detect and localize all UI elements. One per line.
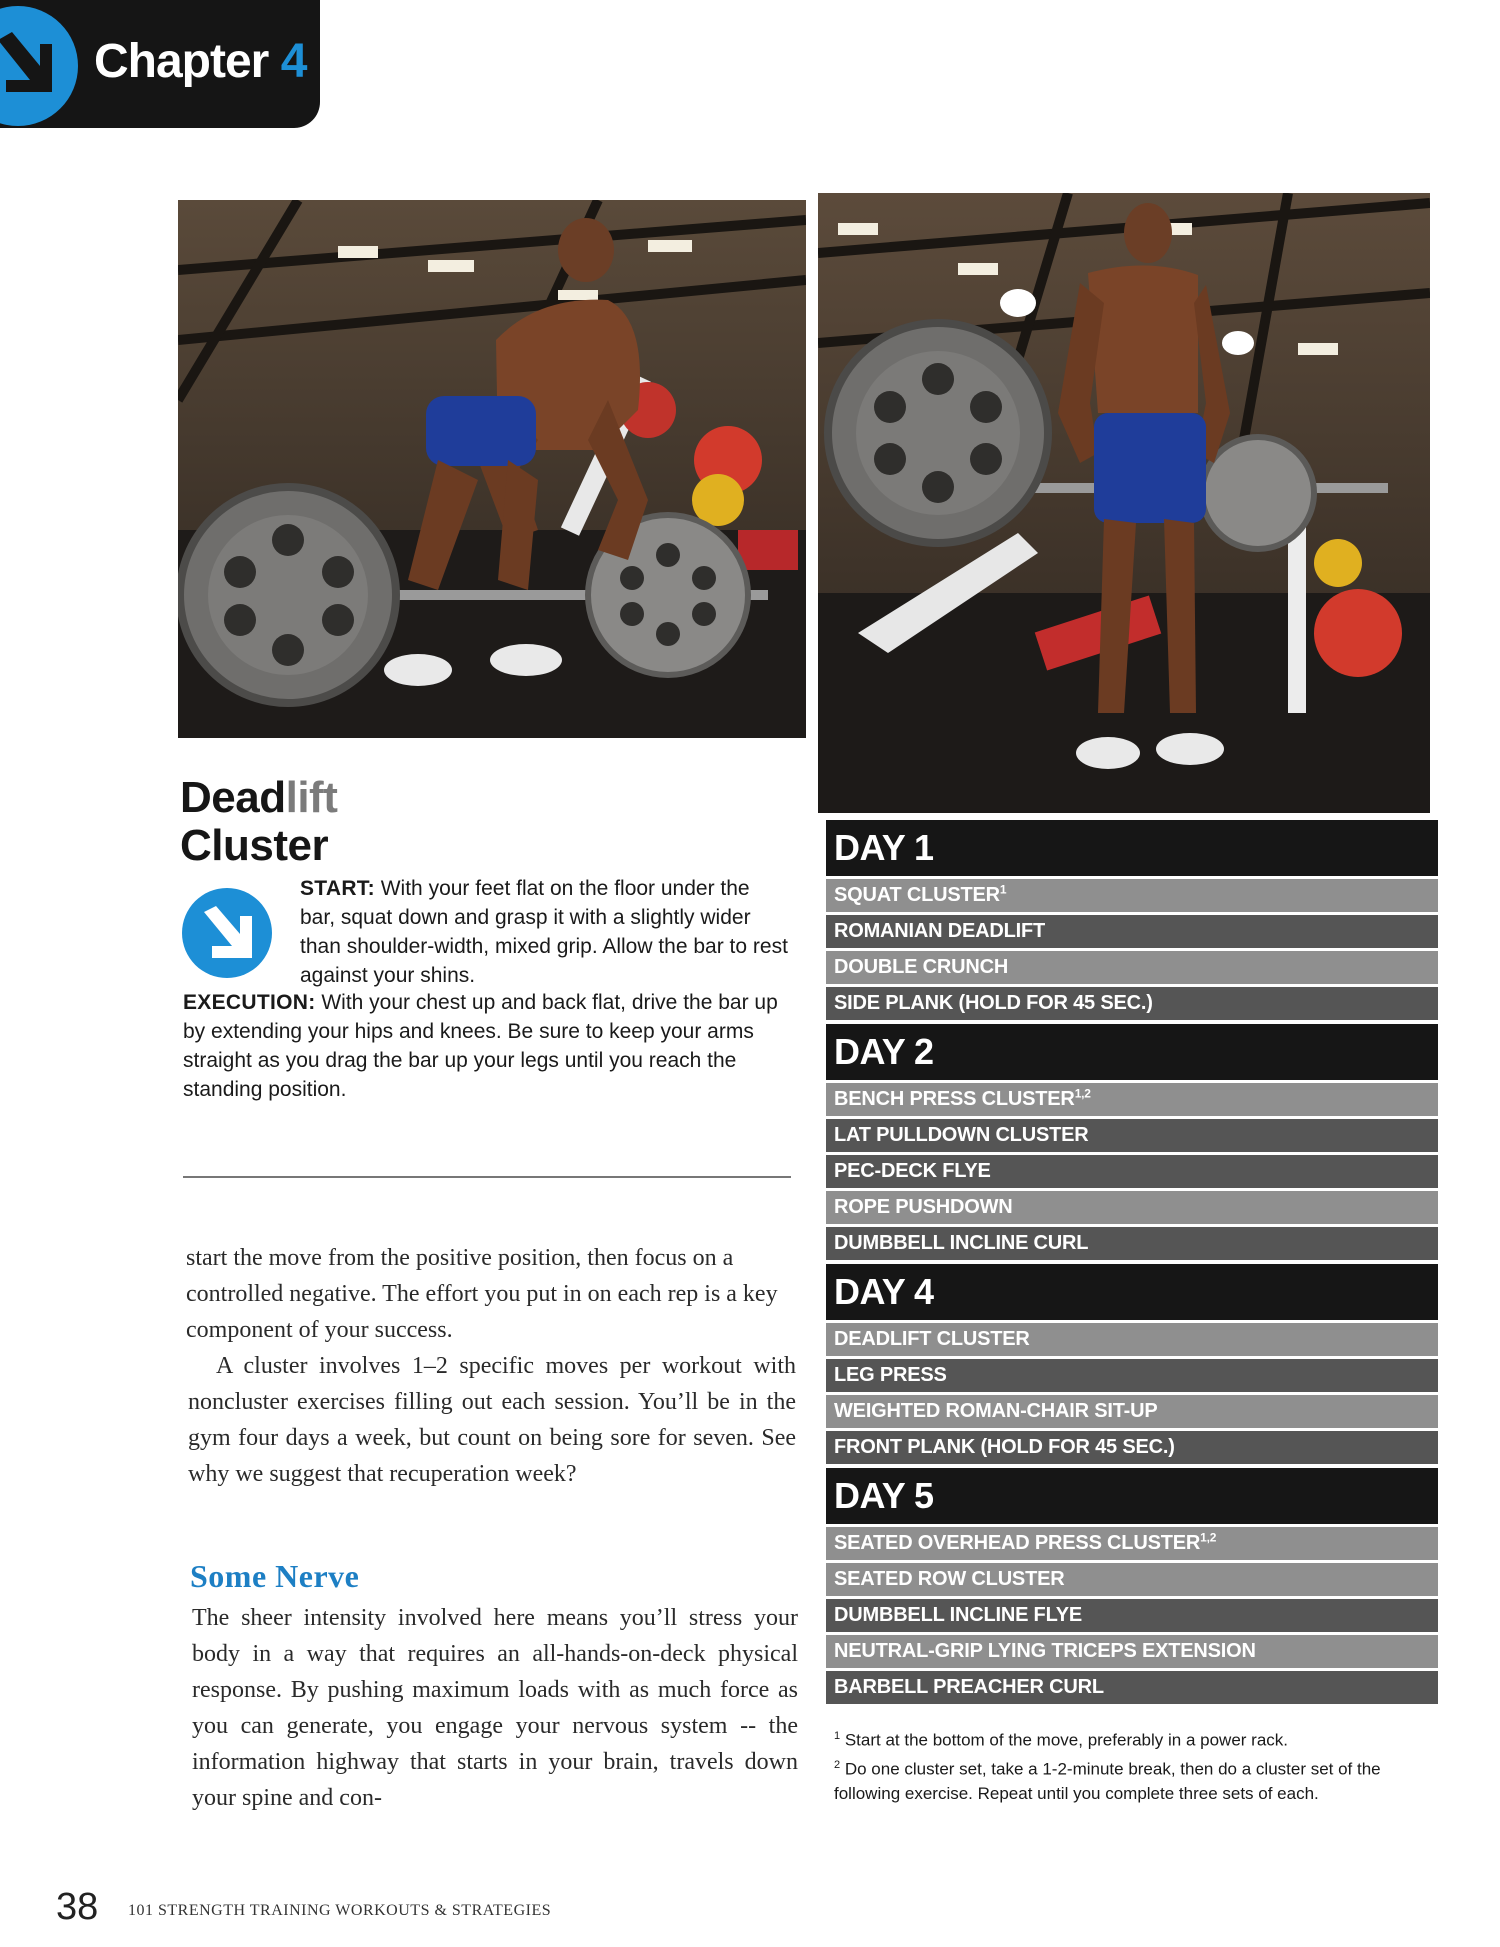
exercise-row (826, 1323, 1438, 1356)
exercise-row (826, 1119, 1438, 1152)
exercise-row (826, 1191, 1438, 1224)
exercise-name: LAT PULLDOWN CLUSTER (834, 1124, 1089, 1146)
chapter-number: 4 (280, 35, 307, 88)
footnote-mark: 2 (834, 1758, 841, 1771)
deadlift-finish-photo (818, 193, 1430, 813)
execution-instruction: EXECUTION: With your chest up and back flat, drive the bar up by extending your hips and knees. Be sure to keep your arms straight as you drag the bar up your legs until you reach the standing position. (183, 991, 778, 1101)
exercise-row (826, 1563, 1438, 1596)
execution-label: EXECUTION: (183, 991, 316, 1014)
section-heading: Some Nerve (190, 1558, 360, 1594)
deadlift-start-photo (178, 200, 806, 738)
footnote-mark: 1 (834, 1730, 841, 1742)
workout-day (826, 820, 1438, 1020)
footnote-text: Start at the bottom of the move, preferably in a power rack. (840, 1730, 1289, 1750)
footnote (834, 1724, 1440, 1753)
arrow-down-right-icon (182, 888, 272, 978)
footnote-marker: 1,2 (1074, 1086, 1091, 1101)
workout-table (826, 820, 1438, 1708)
exercise-name: DEADLIFT CLUSTER (834, 1328, 1030, 1350)
exercise-row (826, 1635, 1438, 1668)
exercise-row (826, 1431, 1438, 1464)
page-number: 38 (56, 1886, 99, 1928)
exercise-title: Deadlift Cluster (180, 773, 338, 870)
start-instruction: START: With your feet flat on the floor under the bar, squat down and grasp it with a slightly wider than shoulder-width, mixed grip. Allow the bar to rest against your shins. (300, 877, 788, 987)
workout-day (826, 1468, 1438, 1704)
exercise-row (826, 951, 1438, 984)
exercise-row (826, 1671, 1438, 1704)
exercise-row (826, 1599, 1438, 1632)
day-header: DAY 1 (826, 820, 1438, 876)
exercise-row (826, 915, 1438, 948)
exercise-name: DUMBBELL INCLINE FLYE (834, 1604, 1083, 1626)
footnote-marker: 1,2 (1200, 1530, 1217, 1545)
exercise-row (826, 1227, 1438, 1260)
exercise-row (826, 1083, 1438, 1116)
footer-title: 101 STRENGTH TRAINING WORKOUTS & STRATEGIES (128, 1902, 552, 1919)
footnotes (834, 1724, 1440, 1806)
exercise-row (826, 1359, 1438, 1392)
exercise-name: FRONT PLANK (HOLD FOR 45 SEC.) (834, 1436, 1175, 1458)
day-header: DAY 4 (826, 1264, 1438, 1320)
divider (183, 1176, 791, 1178)
exercise-row (826, 1527, 1438, 1560)
body-paragraph: start the move from the positive position, then focus on a controlled negative. The effort you put in on each rep is a key component of your success. (186, 1245, 778, 1343)
exercise-row (826, 987, 1438, 1020)
body-paragraph: The sheer intensity involved here means you’ll stress your body in a way that requires an all-hands-on-deck physical response. By pushing maximum loads with as much force as you can generate, you engage your nervous system -- the information highway that starts in your brain, travels down your spine and con- (192, 1605, 798, 1811)
exercise-name: NEUTRAL-GRIP LYING TRICEPS EXTENSION (834, 1640, 1256, 1662)
exercise-name: LEG PRESS (834, 1364, 947, 1386)
exercise-name: PEC-DECK FLYE (834, 1160, 991, 1182)
exercise-row (826, 879, 1438, 912)
exercise-name: WEIGHTED ROMAN-CHAIR SIT-UP (834, 1400, 1158, 1422)
exercise-name: ROMANIAN DEADLIFT (834, 920, 1046, 942)
start-label: START: (300, 877, 375, 900)
chapter-label: Chapter 4 (94, 35, 307, 88)
exercise-name: BARBELL PREACHER CURL (834, 1676, 1104, 1698)
day-header: DAY 2 (826, 1024, 1438, 1080)
day-header: DAY 5 (826, 1468, 1438, 1524)
exercise-name: ROPE PUSHDOWN (834, 1196, 1013, 1218)
exercise-name: DOUBLE CRUNCH (834, 956, 1009, 978)
chapter-arrow-icon (0, 6, 78, 126)
exercise-row (826, 1395, 1438, 1428)
exercise-name: SEATED OVERHEAD PRESS CLUSTER (834, 1532, 1201, 1554)
exercise-name: SIDE PLANK (HOLD FOR 45 SEC.) (834, 992, 1153, 1014)
exercise-name: DUMBBELL INCLINE CURL (834, 1232, 1089, 1254)
footnote (834, 1753, 1440, 1807)
footnote-text: Do one cluster set, take a 1-2-minute break, then do a cluster set of the following exercise. Repeat until you complete three sets of each. (834, 1759, 1381, 1804)
exercise-name: SEATED ROW CLUSTER (834, 1568, 1065, 1590)
footnote-marker: 1 (999, 882, 1007, 897)
chapter-tab (0, 0, 320, 128)
workout-day (826, 1264, 1438, 1464)
body-paragraph: A cluster involves 1–2 specific moves per workout with noncluster exercises filling out each session. You’ll be in the gym four days a week, but count on being sore for seven. See why we suggest that recuperation week? (188, 1353, 796, 1487)
exercise-row (826, 1155, 1438, 1188)
exercise-name: BENCH PRESS CLUSTER (834, 1088, 1075, 1110)
workout-day (826, 1024, 1438, 1260)
exercise-name: SQUAT CLUSTER (834, 884, 1000, 906)
